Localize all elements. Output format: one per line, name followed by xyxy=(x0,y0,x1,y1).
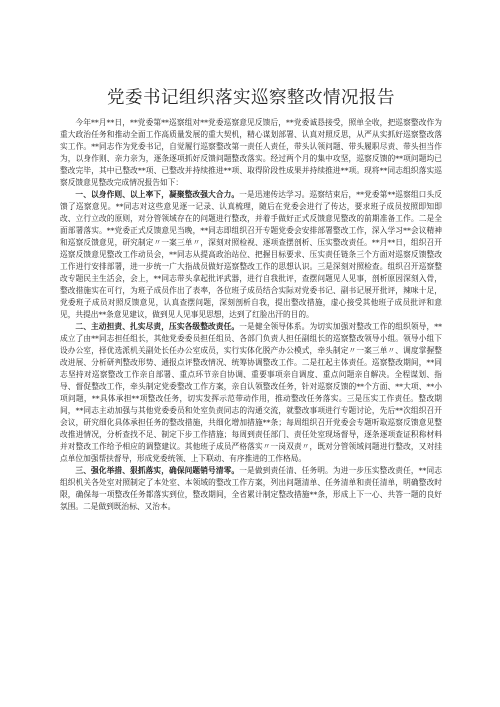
section-heading: 二、主动担责、扎实尽责，压实各级整改责任。 xyxy=(75,322,240,331)
document-title: 党委书记组织落实巡察整改情况报告 xyxy=(107,88,395,108)
paragraph-section-1 xyxy=(60,189,442,321)
paragraph-section-3 xyxy=(60,465,442,513)
paragraph-text: 一是迅速传达学习。巡察结束后，**党委第**巡察组口头反馈了巡察意见。**同志对这些意见逐一记录、认真梳理，随后在党委会进行了传达，要求班子成员按照即知即改、立行立改的原则，对分管领域存在的问题进行整改，并着手做好正式反馈意见整改的前期准备工作。二是全面部署落实。**党委正式反馈意见当晚，**同志即组织召开专题党委会安排部署整改工作，深入学习**会议精神和巡察反馈意见，研究制定〃一案三单〃，深刻对照检视、逐项查摆剖析、压实整改责任。**月**日，组织召开巡察反馈意见整改工作动员会，**同志从提高政治站位、把握目标要求、压实责任链条三个方面对巡察反馈整改工作进行安排部署，进一步统一广大指战员做好巡察整改工作的思想认识。三是深刻对照检查。组织召开巡察整改专题民主生活会，会上，**同志带头拿起批评武器，进行自我批评，查摆问题见人见事，剖析原因深刻入骨，整改措施实在可行，为班子成员作出了表率，各位班子成员结合实际对党委书记、副书记展开批评，辣味十足，党委班子成员对照反馈意见，认真查摆问题，深刻剖析自我，提出整改措施，虚心接受其他班子成员批评和意见，共提出**条意见建议，做到见人见事见思想，达到了红脸出汗的目的。 xyxy=(60,190,442,319)
section-heading: 一、以身作则、以上率下，凝聚整改强大合力。 xyxy=(75,190,240,199)
section-heading: 三、强化举措、狠抓落实，确保问题销号清零。 xyxy=(75,466,240,475)
paragraph-text: 一是健全领导体系。为切实加强对整改工作的组织领导，**成立了由**同志担任组长，其他党委委员担任组员、各部门负责人担任副组长的巡察整改领导小组。领导小组下设办公室，择优选派机关副处长任办公室成员，实行实体化脱产办公模式，牵头制定〃一案三单〃、调度掌握整改进展、分析研判整改形势、通报点评整改情况、统筹协调整改工作。二是扛起主体责任。巡察整改期间，**同志坚持对巡察整改工作亲自部署、重点环节亲自协调、重要事项亲自调度、重点问题亲自解决。全程谋划、指导、督促整改工作，牵头制定党委整改工作方案，亲自认领整改任务，针对巡察反馈的**个方面、**大项、**小项问题，**具体承担**项整改任务，切实发挥示范带动作用，推动整改任务落实。三是压实工作责任。整改期间，**同志主动加强与其他党委委员和处室负责同志的沟通交流，就整改事项进行专题讨论，先后**次组织召开会议，研究细化具体承担任务的整改措施，共细化增加措施**条；每周组织召开党委会专题听取巡察反馈意见整改推进情况，分析查找不足、制定下步工作措施；每周到责任部门、责任处室现场督导，逐条逐项查证积称材料并对整改工作给予相应的调整建议。其他班子成员严格落实〃一岗双责〃，既对分管领域问题进行整改，又对挂点单位加强帮扶督导，形成党委统领、上下联动、有序推进的工作格局。 xyxy=(60,322,442,463)
paragraph-section-2 xyxy=(60,321,442,465)
paragraph-intro xyxy=(60,117,442,189)
paragraph-text: 一是做到责任清、任务明。为进一步压实整改责任，**同志组织机关各处室对照制定了本处室、本领域的整改工作方案，列出问题清单、任务清单和责任清单，明确整改时限，确保每一项整改任务都落实到位，整改期间，全省累计制定整改措施**条，形成上下一心、共答一题的良好氛围。二是做到既治标、又治本。 xyxy=(60,466,442,511)
paragraph-text: 今年**月**日，**党委第**巡察组对**党委巡察意见反馈后，**党委诚恳接受，照单全收，把巡察整改作为重大政治任务和推动全面工作高质量发展的重大契机，精心谋划部署、认真对照反思，从严从实抓好巡察整改落实工作。**同志作为党委书记，自觉履行巡察整改第一责任人责任，带头认领问题、带头履职尽责、带头担当作为，以身作则、亲力亲为，逐条逐项抓好反馈问题整改落实。经过两个月的集中攻坚，巡察反馈的**项问题均已整改完毕，其中已整改**项、已整改并持续推进**项、取得阶段性成果并持续推进**项。现将**同志组织落实巡察反馈意见整改完成情况报告如下： xyxy=(60,118,442,187)
